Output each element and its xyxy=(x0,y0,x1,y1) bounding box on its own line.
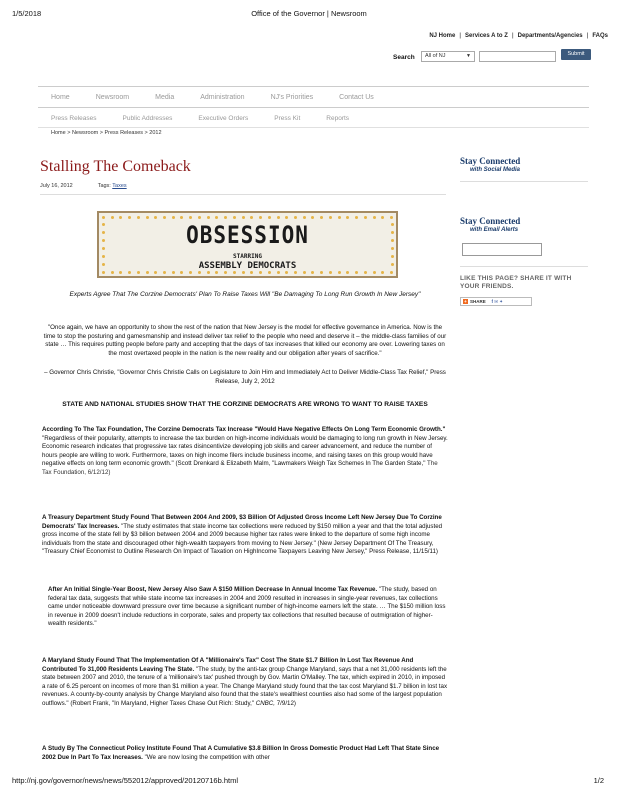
subnav-press-releases[interactable]: Press Releases xyxy=(51,114,97,122)
bulb-dot xyxy=(198,216,201,219)
marquee-image xyxy=(97,211,398,278)
tag-link[interactable]: Taxes xyxy=(112,183,127,189)
util-link-departments[interactable]: Departments/Agencies xyxy=(517,33,583,39)
bulb-dot xyxy=(180,216,183,219)
bulb-dot xyxy=(111,216,114,219)
print-title: Office of the Governor | Newsroom xyxy=(251,9,367,18)
bulb-dot xyxy=(233,216,236,219)
paragraph-body: "The study estimates that state income tax collections were reduced by $150 million a year and that the total adjusted gross income of the state fell by $3 billion between 2004 and 2009 because higher tax rates were linked to the departure of some high income individuals from the state and discouraged other high-wealth taxpayers from moving to New Jersey." (New Jersey Department Of The Treasury, "Treasury Chief Economist to Outline Research On Impact of Taxation on HighIncome Taxpayers Leaving New Jersey," Press Release, 11/15/11) xyxy=(42,522,443,556)
utility-nav xyxy=(429,33,608,39)
source-link[interactable]: CNBC, xyxy=(254,699,275,707)
bulb-dot xyxy=(137,216,140,219)
social-icons: f ✉ ✦ xyxy=(487,299,504,304)
paragraph-treasury xyxy=(42,514,448,557)
governor-quote: "Once again, we have an opportunity to show the rest of the nation that New Jersey is the model for effective governance in America. Now is the time to stop the posturing and gamesmanship and instead deliver tax relief to the people who need and deserve it – the middle-class families of our state … This requires putting people before party and accepting that the days of tax increases that killed our economy are over. Lowering taxes on the most overtaxed people in the nation is the new reality and our obligation after years of sacrifice." xyxy=(43,324,447,357)
bulb-dot xyxy=(373,216,376,219)
bulb-dot xyxy=(154,216,157,219)
section-heading: STATE AND NATIONAL STUDIES SHOW THAT THE CORZINE DEMOCRATS ARE WRONG TO WANT TO RAISE TAXES xyxy=(62,401,428,408)
marquee-bulbs-top xyxy=(99,214,396,220)
page-title: Stalling The Comeback xyxy=(40,158,191,175)
bulb-dot xyxy=(390,216,393,219)
nav-home[interactable]: Home xyxy=(51,93,70,101)
bulb-dot xyxy=(364,216,367,219)
submit-button[interactable]: Submit xyxy=(561,49,591,60)
paragraph-lead: A Study By The Connecticut Policy Institute Found That A Cumulative $3.8 Billion In Gross Domestic Product Had Left That State Since 2002 Due In Part To Tax Increases. xyxy=(42,745,440,761)
search-label: Search xyxy=(393,54,415,61)
util-link-nj-home[interactable]: NJ Home xyxy=(429,33,456,39)
bulb-dot xyxy=(303,216,306,219)
marquee-starring: STARRING xyxy=(233,253,262,260)
sub-nav xyxy=(38,109,589,128)
bulb-dot xyxy=(381,216,384,219)
separator: | xyxy=(586,33,589,39)
bulb-dot xyxy=(189,216,192,219)
chevron-down-icon: ▼ xyxy=(466,53,471,59)
paragraph-lead: According To The Tax Foundation, The Corzine Democrats Tax Increase "Would Have Negative Effects On Long Term Economic Growth." xyxy=(42,426,446,433)
stay-connected-email-title: Stay Connected xyxy=(460,216,521,226)
paragraph-tax-foundation xyxy=(42,426,448,478)
print-page-number: 1/2 xyxy=(593,776,604,785)
main-nav xyxy=(38,86,589,108)
print-date: 1/5/2018 xyxy=(12,9,42,18)
bulb-dot xyxy=(277,216,280,219)
source-link[interactable]: The Tax Foundation, 6/12/12) xyxy=(42,460,438,476)
bulb-dot xyxy=(242,216,245,219)
paragraph-body: "We are now losing the competition with other xyxy=(142,753,270,761)
bulb-dot xyxy=(172,216,175,219)
nav-administration[interactable]: Administration xyxy=(200,93,245,101)
util-link-services[interactable]: Services A to Z xyxy=(465,33,508,39)
bulb-dot xyxy=(285,216,288,219)
share-button[interactable] xyxy=(460,297,532,306)
sidebar-divider xyxy=(460,181,588,182)
bulb-dot xyxy=(338,216,341,219)
bulb-dot xyxy=(268,216,271,219)
share-label: SHARE xyxy=(470,299,486,304)
bulb-dot xyxy=(329,216,332,219)
bulb-dot xyxy=(311,216,314,219)
paragraph-maryland xyxy=(42,657,448,709)
paragraph-body: "The study, based on federal tax data, suggests that while state income tax increases in 2004 and 2009 resulted in increases in single-year revenues, tax collections came under noticeable downward pressure over time because a significant number of high-income earners left the state. … The $150 million loss in revenue in 2009 doesn't include reductions in corporate, sales and property tax collections that resulted because of outmigration of higher-wealth residents." xyxy=(48,586,446,628)
breadcrumb[interactable]: Home > Newsroom > Press Releases > 2012 xyxy=(51,130,162,136)
stay-connected-social-sub[interactable]: with Social Media xyxy=(470,167,521,173)
stay-connected-email-sub[interactable]: with Email Alerts xyxy=(470,227,519,233)
separator: | xyxy=(459,33,462,39)
share-prompt: LIKE THIS PAGE? SHARE IT WITH YOUR FRIENDS. xyxy=(460,275,572,290)
separator: | xyxy=(511,33,514,39)
email-field[interactable] xyxy=(462,243,542,256)
bulb-dot xyxy=(259,216,262,219)
bulb-dot xyxy=(128,216,131,219)
util-link-faqs[interactable]: FAQs xyxy=(592,33,608,39)
image-caption: Experts Agree That The Corzine Democrats' Plan To Raise Taxes Will "Be Damaging To Long Run Growth In New Jersey" xyxy=(69,291,421,298)
paragraph-connecticut xyxy=(42,745,448,762)
tags-label: Tags: xyxy=(97,183,111,189)
bulb-dot xyxy=(320,216,323,219)
article-date: July 16, 2012 xyxy=(40,183,73,189)
subnav-public-addresses[interactable]: Public Addresses xyxy=(122,114,173,122)
divider xyxy=(40,194,446,195)
bulb-dot xyxy=(215,216,218,219)
sidebar-divider xyxy=(460,266,588,267)
bulb-dot xyxy=(224,216,227,219)
subnav-reports[interactable]: Reports xyxy=(326,114,350,122)
bulb-dot xyxy=(146,216,149,219)
article-meta xyxy=(40,183,127,189)
nav-media[interactable]: Media xyxy=(155,93,175,101)
print-url: http://nj.gov/governor/news/news/552012/approved/20120716b.html xyxy=(12,776,238,785)
bulb-dot xyxy=(207,216,210,219)
plus-icon: + xyxy=(464,299,467,304)
paragraph-lead: A Treasury Department Study Found That Between 2004 And 2009, $3 Billion Of Adjusted Gross Income Left New Jersey Due To Corzine Democrats' Tax Increases. xyxy=(42,514,442,530)
marquee-title: OBSESSION xyxy=(186,221,309,249)
bulb-dot xyxy=(250,216,253,219)
bulb-dot xyxy=(346,216,349,219)
paragraph-body: "Regardless of their popularity, attempts to increase the tax burden on high-income individuals would be damaging to long run growth in New Jersey. Economic research indicates that progressive tax rates disincentivize developing job skills and career advancement, and reduce the number of hours people are willing to work. Furthermore, taxes on high income filers include business income, and raising taxes on this group would have negative effects on long term economic growth." (Scott Drenkard & Elizabeth Malm, "Lawmakers Weigh Tax Schemes In The Garden State," xyxy=(42,434,448,468)
bulb-dot xyxy=(294,216,297,219)
paragraph-lead: After An Initial Single-Year Boost, New Jersey Also Saw A $150 Million Decrease In Annual Income Tax Revenue. xyxy=(48,586,378,593)
nav-priorities[interactable]: NJ's Priorities xyxy=(270,93,314,101)
paragraph-lead: A Maryland Study Found That The Implementation Of A "Millionaire's Tax" Cost The State $1.7 Billion In Lost Tax Revenue And Contributed To 31,000 Residents Leaving The State. xyxy=(42,657,414,673)
nav-contact[interactable]: Contact Us xyxy=(339,93,374,101)
search-scope-value: All of NJ xyxy=(425,53,446,59)
subnav-executive-orders[interactable]: Executive Orders xyxy=(198,114,249,122)
subnav-press-kit[interactable]: Press Kit xyxy=(274,114,301,122)
bulb-dot xyxy=(163,216,166,219)
search-scope-select[interactable] xyxy=(421,51,475,62)
paragraph-body: "The study, by the anti-tax group Change Maryland, says that a net 31,000 residents left the state between 2007 and 2010, the tenure of a 'millionaire's tax' pushed through by Gov. Martin O'Malley. The tax, which expired in 2010, in imposed a rate of 6.25 percent on incomes of more than $1 million a year. The Change Maryland study found that the tax cost Maryland $1.7 billion in lost tax revenues. A county-by-county analysis by Change Maryland also found that the state's wealthiest counties also had some of the largest population outflows." (Robert Frank, "In Maryland, Higher Taxes Chase Out Rich: Study," xyxy=(42,665,448,707)
stay-connected-social-title: Stay Connected xyxy=(460,156,521,166)
paragraph-revenue xyxy=(48,586,446,629)
marquee-cast: ASSEMBLY DEMOCRATS xyxy=(198,261,297,271)
bulb-dot xyxy=(119,216,122,219)
quote-attribution: – Governor Chris Christie, "Governor Chris Christie Calls on Legislature to Join Him and Immediately Act to Deliver Middle-Class Tax Relief," Press Release, July 2, 2012 xyxy=(44,369,446,385)
nav-newsroom[interactable]: Newsroom xyxy=(95,93,130,101)
bulb-dot xyxy=(102,216,105,219)
source-date: 7/9/12) xyxy=(275,699,296,707)
search-input[interactable] xyxy=(479,51,556,62)
bulb-dot xyxy=(355,216,358,219)
